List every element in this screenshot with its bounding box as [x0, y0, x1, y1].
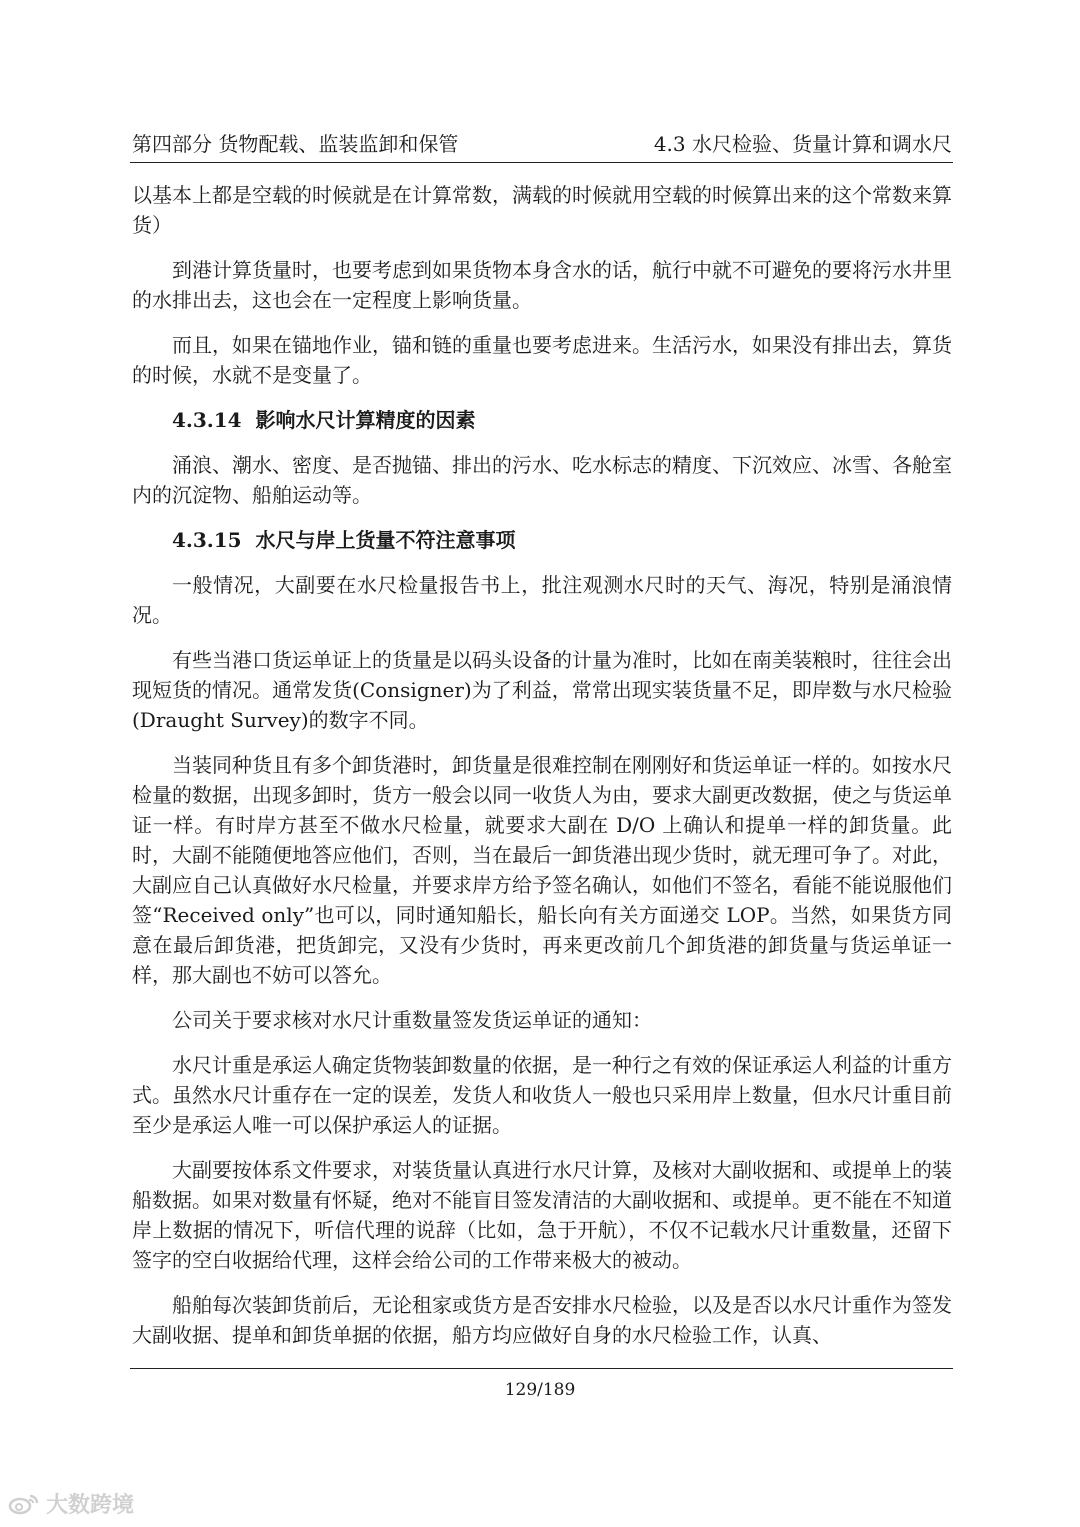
paragraph: 大副要按体系文件要求，对装货量认真进行水尺计算，及核对大副收据和、或提单上的装船数据。如果对数量有怀疑，绝对不能盲目签发清洁的大副收据和、或提单。更不能在不知道岸上数据的情况下，听信代理的说辞（比如，急于开航），不仅不记载水尺计重数量，还留下签字的空白收据给代理，这样会给公司的工作带来极大的被动。 — [132, 1158, 952, 1272]
section-title: 水尺与岸上货量不符注意事项 — [255, 528, 516, 552]
weibo-logo-icon — [8, 1493, 40, 1515]
paragraph: 而且，如果在锚地作业，锚和链的重量也要考虑进来。生活污水，如果没有排出去，算货的时候，水就不是变量了。 — [132, 333, 952, 387]
section-number: 4.3.15 — [172, 528, 242, 552]
running-header — [132, 130, 952, 158]
paragraph: 涌浪、潮水、密度、是否抛锚、排出的污水、吃水标志的精度、下沉效应、冰雪、各舱室内的沉淀物、船舶运动等。 — [132, 453, 952, 507]
paragraph: 以基本上都是空载的时候就是在计算常数，满载的时候就用空载的时候算出来的这个常数来算货） — [132, 183, 952, 237]
paragraph: 水尺计重是承运人确定货物装卸数量的依据，是一种行之有效的保证承运人利益的计重方式。虽然水尺计重存在一定的误差，发货人和收货人一般也只采用岸上数量，但水尺计重目前至少是承运人唯一可以保护承运人的证据。 — [132, 1053, 952, 1137]
footer-divider — [130, 1368, 953, 1369]
header-left: 第四部分 货物配载、监装监卸和保管 — [132, 132, 459, 156]
paragraph: 当装同种货且有多个卸货港时，卸货量是很难控制在刚刚好和货运单证一样的。如按水尺检量的数据，出现多卸时，货方一般会以同一收货人为由，要求大副更改数据，使之与货运单证一样。有时岸方甚至不做水尺检量，就要求大副在 D/O 上确认和提单一样的卸货量。此时，大副不能随便地答应他们，否则，当在最后一卸货港出现少货时，就无理可争了。对此，大副应自己认真做好水尺检量，并要求岸方给予签名确认，如他们不签名，看能不能说服他们签“Received only”也可以，同时通知船长，船长向有关方面递交 LOP。当然，如果货方同意在最后卸货港，把货卸完，又没有少货时，再来更改前几个卸货港的卸货量与货运单证一样，那大副也不妨可以答允。 — [132, 753, 952, 987]
page-number: 129/189 — [504, 1380, 576, 1400]
section-number: 4.3.14 — [172, 408, 242, 432]
watermark — [8, 1488, 134, 1519]
header-right: 4.3 水尺检验、货量计算和调水尺 — [653, 132, 952, 156]
paragraph: 公司关于要求核对水尺计重数量签发货运单证的通知： — [172, 1008, 652, 1032]
body-text — [132, 180, 952, 1365]
section-heading-4-3-15 — [132, 525, 952, 555]
watermark-text: 大数跨境 — [46, 1493, 135, 1518]
section-heading-4-3-14 — [132, 405, 952, 435]
section-title: 影响水尺计算精度的因素 — [255, 408, 476, 432]
paragraph: 到港计算货量时，也要考虑到如果货物本身含水的话，航行中就不可避免的要将污水井里的水排出去，这也会在一定程度上影响货量。 — [132, 258, 952, 312]
paragraph: 有些当港口货运单证上的货量是以码头设备的计量为准时，比如在南美装粮时，往往会出现短货的情况。通常发货(Consigner)为了利益，常常出现实装货量不足，即岸数与水尺检验(Draught Survey)的数字不同。 — [132, 648, 952, 732]
paragraph: 船舶每次装卸货前后，无论租家或货方是否安排水尺检验，以及是否以水尺计重作为签发大副收据、提单和卸货单据的依据，船方均应做好自身的水尺检验工作，认真、 — [132, 1293, 952, 1347]
header-divider — [130, 162, 953, 163]
paragraph: 一般情况，大副要在水尺检量报告书上，批注观测水尺时的天气、海况，特别是涌浪情况。 — [132, 573, 952, 627]
